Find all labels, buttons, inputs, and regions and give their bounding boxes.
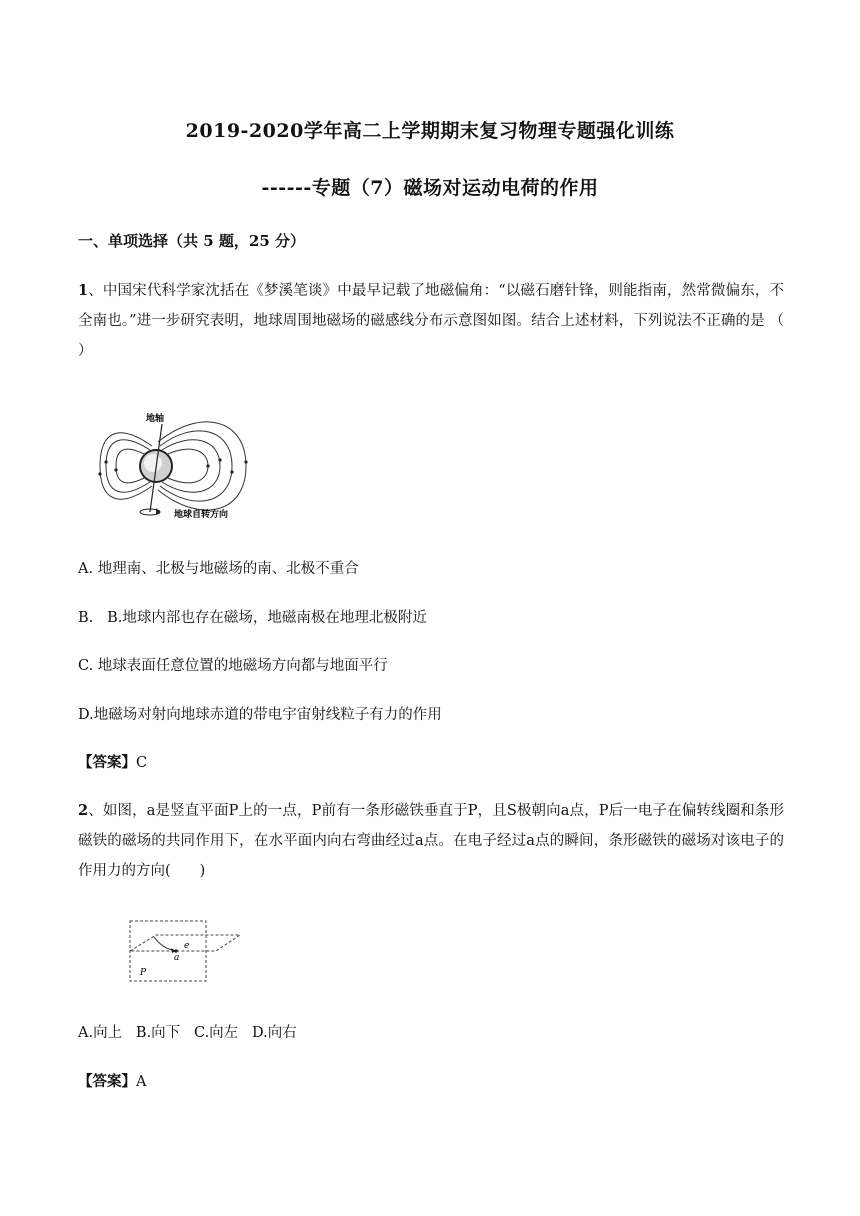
page-subtitle: ------专题（7）磁场对运动电荷的作用 <box>261 177 599 199</box>
question-1-answer <box>78 751 147 772</box>
figure-rotation-label: 地球自转方向 <box>174 510 229 520</box>
question-2-body: 、如图，a是竖直平面P上的一点，P前有一条形磁铁垂直于P，且S极朝向a点，P后一电子在偏转线圈和条形磁铁的磁场的共同作用下，在水平面内向右弯曲经过a点。在电子经过a点的瞬间，条形磁铁的磁场对该电子的作用力的方向( ) <box>78 803 784 879</box>
question-1-option-a: A. 地理南、北极与地磁场的南、北极不重合 <box>78 561 359 577</box>
answer-value: A <box>136 1074 147 1090</box>
figure-label-p: P <box>140 968 147 978</box>
electron-plane-figure <box>126 915 246 985</box>
question-2-number: 2 <box>78 802 89 819</box>
earth-magnetic-field-figure <box>96 404 256 526</box>
question-1-number: 1 <box>78 282 89 299</box>
section-heading: 一、单项选择（共 5 题，25 分） <box>78 232 305 250</box>
question-1-body: 、中国宋代科学家沈括在《梦溪笔谈》中最早记载了地磁偏角：“以磁石磨针锋，则能指南，然常微偏东，不全南也。”进一步研究表明，地球周围地磁场的磁感线分布示意图如图。结合上述材料，下列说法不正确的是 （ ） <box>78 283 784 359</box>
figure-axis-label: 地轴 <box>146 414 165 424</box>
question-2-answer <box>78 1070 146 1091</box>
answer-label: 【答案】 <box>78 754 136 771</box>
figure-label-a: a <box>174 953 180 963</box>
question-1-text <box>78 276 784 366</box>
question-1-option-c: C. 地球表面任意位置的地磁场方向都与地面平行 <box>78 658 388 674</box>
question-2-text <box>78 796 784 886</box>
question-1-option-d: D.地磁场对射向地球赤道的带电宇宙射线粒子有力的作用 <box>78 707 442 723</box>
answer-label: 【答案】 <box>78 1073 136 1090</box>
page-title: 2019-2020学年高二上学期期末复习物理专题强化训练 <box>185 120 675 142</box>
question-2-options: A.向上 B.向下 C.向左 D.向右 <box>78 1025 297 1041</box>
answer-value: C <box>136 755 148 771</box>
figure-label-e: e <box>184 941 190 951</box>
question-1-option-b: B. B.地球内部也存在磁场，地磁南极在地理北极附近 <box>78 610 427 626</box>
